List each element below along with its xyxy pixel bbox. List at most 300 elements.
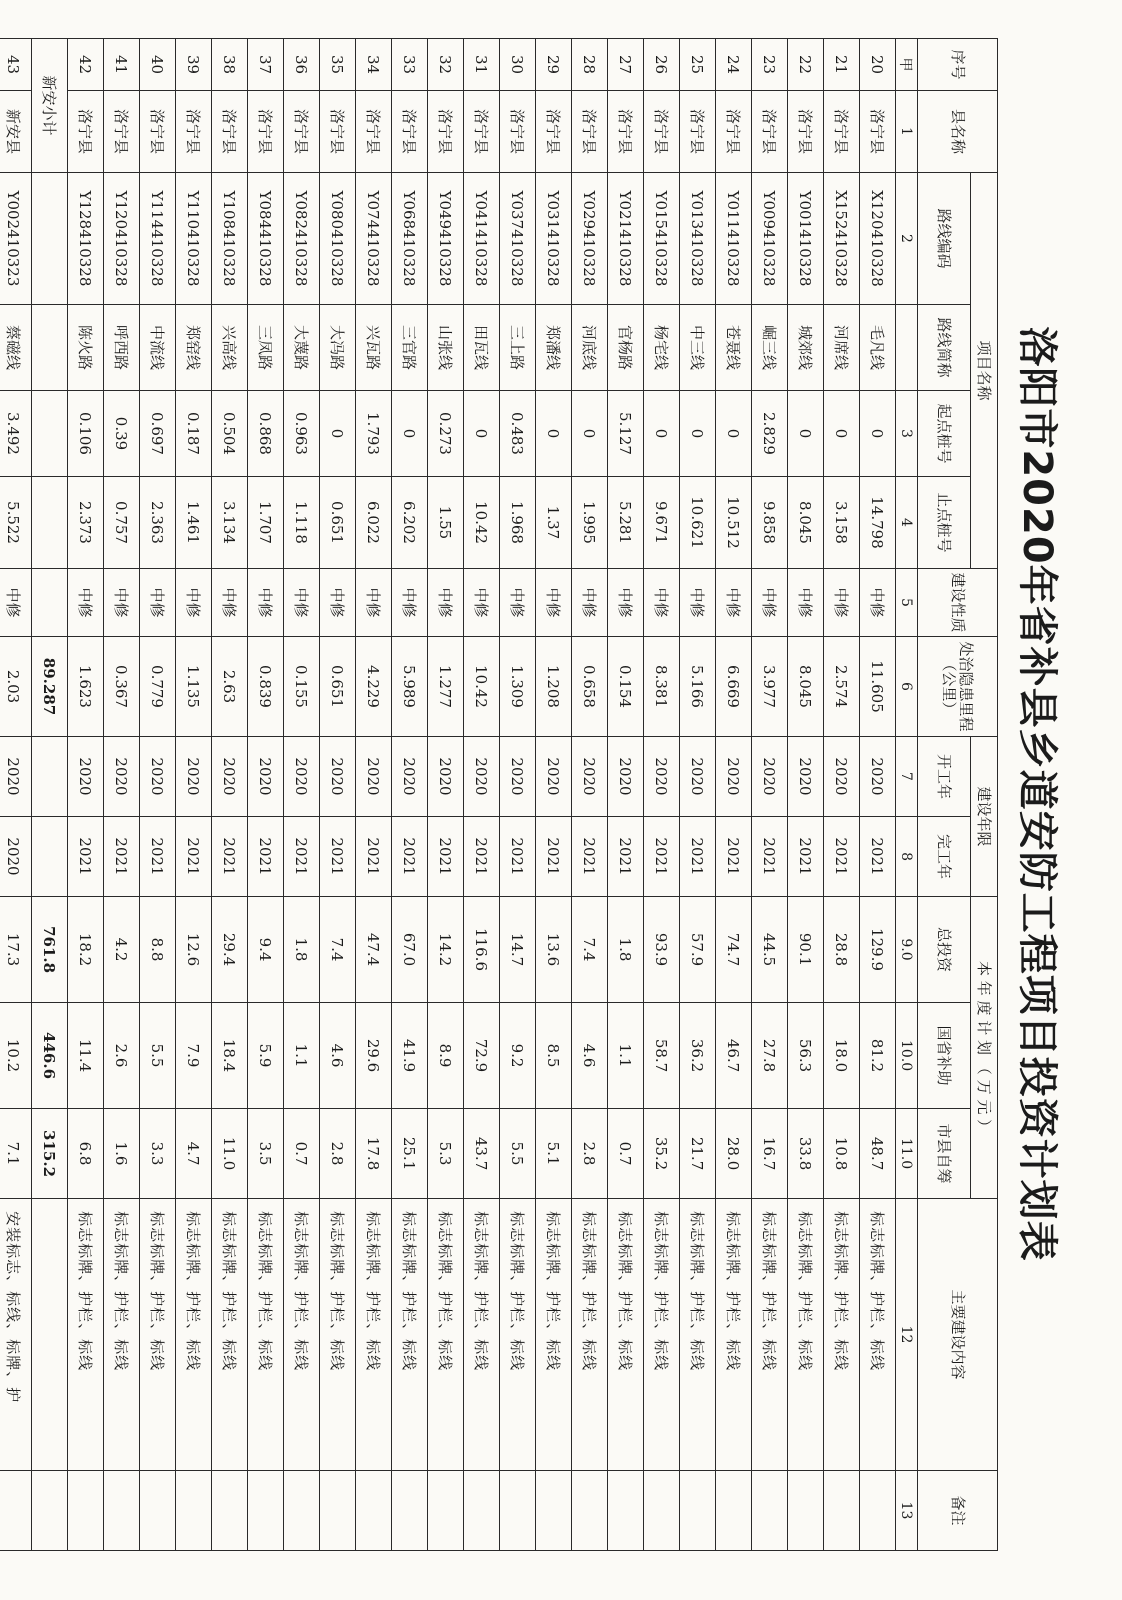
row-seq: 25 [680,39,716,91]
row-road-name: 田瓦线 [464,305,500,391]
table-row [860,39,896,1551]
table-row [392,39,428,1551]
row-total: 44.5 [752,897,788,1003]
row-end-year: 2021 [500,817,536,897]
row-county: 洛宁县 [140,91,176,173]
row-build-type: 中修 [212,569,248,637]
row-build-type: 中修 [788,569,824,637]
row-subsidy: 56.3 [788,1003,824,1109]
row-mileage: 4.229 [356,637,392,737]
row-road-name: 三上路 [500,305,536,391]
header-total: 总投资 [918,897,971,1003]
row-county: 洛宁县 [464,91,500,173]
empty-cell [32,1199,68,1471]
row-start-year: 2020 [212,737,248,817]
row-subsidy: 8.5 [536,1003,572,1109]
header-county: 县名称 [918,91,998,173]
row-self-funded: 25.1 [392,1109,428,1199]
row-self-funded: 4.7 [176,1109,212,1199]
row-self-funded: 21.7 [680,1109,716,1199]
row-start-year: 2020 [572,737,608,817]
row-remark [608,1471,644,1551]
row-end-year: 2021 [464,817,500,897]
row-road-code: Y114410328 [140,173,176,305]
row-build-type: 中修 [356,569,392,637]
row-end-year: 2021 [680,817,716,897]
row-self-funded: 0.7 [608,1109,644,1199]
row-road-code: Y049410328 [428,173,464,305]
row-total: 29.4 [212,897,248,1003]
header-road-code: 路线编码 [918,173,971,305]
row-end-stake: 1.55 [428,477,464,569]
row-remark [644,1471,680,1551]
row-seq: 28 [572,39,608,91]
row-build-type: 中修 [824,569,860,637]
row-build-type: 中修 [716,569,752,637]
row-remark [176,1471,212,1551]
table-row [716,39,752,1551]
row-seq: 24 [716,39,752,91]
row-total: 129.9 [860,897,896,1003]
row-self-funded: 33.8 [788,1109,824,1199]
row-road-code: Y029410328 [572,173,608,305]
row-road-name: 三官路 [392,305,428,391]
row-road-name: 官杨路 [608,305,644,391]
row-road-code: Y013410328 [680,173,716,305]
row-subsidy: 81.2 [860,1003,896,1109]
row-start-year: 2020 [176,737,212,817]
row-end-year: 2021 [824,817,860,897]
row-start-stake: 0.963 [284,391,320,477]
row-subsidy: 18.4 [212,1003,248,1109]
row-county: 洛宁县 [284,91,320,173]
row-content: 安装标志、标线、标牌、护 [0,1199,32,1471]
row-start-year: 2020 [356,737,392,817]
row-seq: 39 [176,39,212,91]
row-end-year: 2021 [104,817,140,897]
row-subsidy: 72.9 [464,1003,500,1109]
row-start-year: 2020 [752,737,788,817]
header-start-stake: 起点桩号 [918,391,971,477]
row-self-funded: 6.8 [68,1109,104,1199]
row-total: 17.3 [0,897,32,1003]
row-end-stake: 2.373 [68,477,104,569]
row-road-code: Y084410328 [248,173,284,305]
row-mileage: 2.63 [212,637,248,737]
investment-plan-table [0,38,998,1551]
row-end-year: 2021 [716,817,752,897]
row-seq: 37 [248,39,284,91]
empty-cell [32,817,68,897]
row-remark [356,1471,392,1551]
row-end-year: 2021 [212,817,248,897]
row-start-year: 2020 [788,737,824,817]
row-mileage: 3.977 [752,637,788,737]
row-mileage: 0.839 [248,637,284,737]
empty-cell [32,391,68,477]
row-end-year: 2021 [68,817,104,897]
table-row [536,39,572,1551]
row-mileage: 1.623 [68,637,104,737]
row-seq: 34 [356,39,392,91]
row-content: 标志标牌、护栏、标线 [860,1199,896,1471]
row-remark [248,1471,284,1551]
row-mileage: 8.045 [788,637,824,737]
row-seq: 26 [644,39,680,91]
header-mileage: 处治隐患里程（公里） [918,637,998,737]
row-build-type: 中修 [68,569,104,637]
index-cell [896,305,918,391]
row-self-funded: 2.8 [572,1109,608,1199]
row-start-year: 2020 [248,737,284,817]
row-start-stake: 0.106 [68,391,104,477]
table-row [284,39,320,1551]
subtotal-mileage: 89.287 [32,637,68,737]
row-end-year: 2021 [176,817,212,897]
row-end-year: 2021 [284,817,320,897]
header-end-year: 完工年 [918,817,971,897]
subtotal-row [32,39,68,1551]
row-seq: 38 [212,39,248,91]
empty-cell [32,173,68,305]
row-remark [572,1471,608,1551]
row-content: 标志标牌、护栏、标线 [140,1199,176,1471]
row-start-stake: 0.504 [212,391,248,477]
subtotal-total: 761.8 [32,897,68,1003]
row-subsidy: 4.6 [320,1003,356,1109]
header-period: 建设年限 [971,737,998,897]
row-content: 标志标牌、护栏、标线 [356,1199,392,1471]
row-seq: 43 [0,39,32,91]
row-end-year: 2021 [752,817,788,897]
row-self-funded: 2.8 [320,1109,356,1199]
row-self-funded: 5.1 [536,1109,572,1199]
header-end-stake: 止点桩号 [918,477,971,569]
row-mileage: 0.658 [572,637,608,737]
table-row [212,39,248,1551]
row-county: 洛宁县 [536,91,572,173]
row-self-funded: 48.7 [860,1109,896,1199]
row-content: 标志标牌、护栏、标线 [176,1199,212,1471]
row-build-type: 中修 [176,569,212,637]
row-end-stake: 10.42 [464,477,500,569]
row-end-year: 2021 [608,817,644,897]
index-cell: 11.0 [896,1109,918,1199]
row-content: 标志标牌、护栏、标线 [788,1199,824,1471]
row-self-funded: 11.0 [212,1109,248,1199]
header-self-funded: 市县自筹 [918,1109,971,1199]
row-content: 标志标牌、护栏、标线 [716,1199,752,1471]
row-self-funded: 17.8 [356,1109,392,1199]
empty-cell [32,477,68,569]
index-cell: 7 [896,737,918,817]
empty-cell [32,737,68,817]
row-content: 标志标牌、护栏、标线 [392,1199,428,1471]
row-start-stake: 0 [860,391,896,477]
row-remark [860,1471,896,1551]
row-start-stake: 0 [716,391,752,477]
row-mileage: 0.367 [104,637,140,737]
row-content: 标志标牌、护栏、标线 [572,1199,608,1471]
row-end-year: 2021 [320,817,356,897]
row-end-stake: 3.158 [824,477,860,569]
row-self-funded: 28.0 [716,1109,752,1199]
row-self-funded: 0.7 [284,1109,320,1199]
index-cell: 9.0 [896,897,918,1003]
subtotal-subsidy: 446.6 [32,1003,68,1109]
row-total: 116.6 [464,897,500,1003]
row-start-year: 2020 [464,737,500,817]
row-start-stake: 0 [464,391,500,477]
row-end-year: 2021 [536,817,572,897]
row-mileage: 5.989 [392,637,428,737]
table-row [104,39,140,1551]
row-road-code: Y001410328 [788,173,824,305]
row-road-code: X152410328 [824,173,860,305]
row-start-year: 2020 [428,737,464,817]
index-cell: 1 [896,91,918,173]
row-content: 标志标牌、护栏、标线 [752,1199,788,1471]
row-build-type: 中修 [284,569,320,637]
row-subsidy: 5.5 [140,1003,176,1109]
row-end-year: 2021 [248,817,284,897]
row-self-funded: 10.8 [824,1109,860,1199]
row-county: 洛宁县 [860,91,896,173]
row-start-year: 2020 [284,737,320,817]
row-road-name: 毛凡线 [860,305,896,391]
row-road-name: 城郊线 [788,305,824,391]
row-seq: 31 [464,39,500,91]
row-end-stake: 1.707 [248,477,284,569]
row-start-stake: 0.39 [104,391,140,477]
row-end-year: 2021 [860,817,896,897]
row-content: 标志标牌、护栏、标线 [284,1199,320,1471]
row-remark [320,1471,356,1551]
row-build-type: 中修 [536,569,572,637]
row-county: 洛宁县 [752,91,788,173]
row-county: 洛宁县 [176,91,212,173]
row-content: 标志标牌、护栏、标线 [680,1199,716,1471]
row-total: 8.8 [140,897,176,1003]
row-remark [500,1471,536,1551]
row-subsidy: 11.4 [68,1003,104,1109]
row-build-type: 中修 [0,569,32,637]
row-start-year: 2020 [536,737,572,817]
row-end-stake: 0.651 [320,477,356,569]
row-build-type: 中修 [248,569,284,637]
row-start-year: 2020 [824,737,860,817]
row-subsidy: 10.2 [0,1003,32,1109]
index-cell: 12 [896,1199,918,1471]
row-total: 67.0 [392,897,428,1003]
row-build-type: 中修 [572,569,608,637]
row-county: 洛宁县 [428,91,464,173]
index-cell: 4 [896,477,918,569]
row-road-code: Y002410323 [0,173,32,305]
row-county: 洛宁县 [356,91,392,173]
row-start-year: 2020 [680,737,716,817]
row-start-stake: 0 [572,391,608,477]
row-content: 标志标牌、护栏、标线 [104,1199,140,1471]
row-mileage: 2.574 [824,637,860,737]
row-start-stake: 0.273 [428,391,464,477]
table-row [176,39,212,1551]
row-end-stake: 9.858 [752,477,788,569]
row-start-stake: 0.697 [140,391,176,477]
row-road-code: Y011410328 [716,173,752,305]
row-road-code: Y015410328 [644,173,680,305]
row-total: 18.2 [68,897,104,1003]
index-cell: 13 [896,1471,918,1551]
row-remark [752,1471,788,1551]
row-county: 洛宁县 [320,91,356,173]
row-self-funded: 3.5 [248,1109,284,1199]
row-build-type: 中修 [680,569,716,637]
row-end-stake: 3.134 [212,477,248,569]
row-content: 标志标牌、护栏、标线 [464,1199,500,1471]
row-mileage: 2.03 [0,637,32,737]
row-seq: 33 [392,39,428,91]
row-build-type: 中修 [860,569,896,637]
row-self-funded: 3.3 [140,1109,176,1199]
row-build-type: 中修 [644,569,680,637]
row-road-code: Y021410328 [608,173,644,305]
row-remark [68,1471,104,1551]
row-road-code: Y080410328 [320,173,356,305]
row-content: 标志标牌、护栏、标线 [608,1199,644,1471]
row-total: 1.8 [608,897,644,1003]
row-seq: 41 [104,39,140,91]
row-end-year: 2021 [788,817,824,897]
row-county: 洛宁县 [212,91,248,173]
row-road-name: 三凤路 [248,305,284,391]
row-mileage: 11.605 [860,637,896,737]
table-row [752,39,788,1551]
row-end-year: 2021 [644,817,680,897]
row-remark [104,1471,140,1551]
row-remark [140,1471,176,1551]
empty-cell [32,1471,68,1551]
row-start-stake: 0 [788,391,824,477]
row-seq: 29 [536,39,572,91]
row-remark [824,1471,860,1551]
header-build-type: 建设性质 [918,569,998,637]
row-self-funded: 1.6 [104,1109,140,1199]
table-row [788,39,824,1551]
row-content: 标志标牌、护栏、标线 [536,1199,572,1471]
table-row [0,39,32,1551]
row-start-stake: 0 [824,391,860,477]
row-mileage: 1.208 [536,637,572,737]
row-road-name: 大冯路 [320,305,356,391]
row-end-year: 2021 [140,817,176,897]
row-build-type: 中修 [752,569,788,637]
row-mileage: 10.42 [464,637,500,737]
row-seq: 40 [140,39,176,91]
row-build-type: 中修 [140,569,176,637]
row-seq: 32 [428,39,464,91]
row-content: 标志标牌、护栏、标线 [428,1199,464,1471]
row-seq: 20 [860,39,896,91]
table-row [572,39,608,1551]
row-subsidy: 27.8 [752,1003,788,1109]
row-remark [536,1471,572,1551]
row-remark [284,1471,320,1551]
row-self-funded: 5.3 [428,1109,464,1199]
row-start-stake: 0.187 [176,391,212,477]
table-row [464,39,500,1551]
row-county: 洛宁县 [644,91,680,173]
row-end-year: 2021 [572,817,608,897]
row-mileage: 0.154 [608,637,644,737]
header-road-short: 路线简称 [918,305,971,391]
table-row [824,39,860,1551]
header-project-name: 项目名称 [971,173,998,569]
row-road-name: 杨宅线 [644,305,680,391]
row-total: 90.1 [788,897,824,1003]
row-road-name: 河席线 [824,305,860,391]
row-subsidy: 36.2 [680,1003,716,1109]
row-start-year: 2020 [392,737,428,817]
row-subsidy: 1.1 [608,1003,644,1109]
table-row [320,39,356,1551]
row-subsidy: 8.9 [428,1003,464,1109]
row-remark [392,1471,428,1551]
row-self-funded: 43.7 [464,1109,500,1199]
row-county: 洛宁县 [680,91,716,173]
row-content: 标志标牌、护栏、标线 [824,1199,860,1471]
row-seq: 30 [500,39,536,91]
row-road-name: 呼西路 [104,305,140,391]
subtotal-label: 新安小计 [32,39,68,173]
subtotal-self-funded: 315.2 [32,1109,68,1199]
row-mileage: 6.669 [716,637,752,737]
column-index-row [896,39,918,1551]
row-seq: 42 [68,39,104,91]
row-road-code: Y082410328 [284,173,320,305]
row-end-stake: 9.671 [644,477,680,569]
row-mileage: 0.651 [320,637,356,737]
row-build-type: 中修 [464,569,500,637]
index-cell: 8 [896,817,918,897]
header-subsidy: 国省补助 [918,1003,971,1109]
row-end-stake: 1.118 [284,477,320,569]
row-county: 洛宁县 [824,91,860,173]
row-road-code: Y037410328 [500,173,536,305]
header-plan: 本 年 度 计 划 （ 万 元 ） [971,897,998,1199]
index-cell: 2 [896,173,918,305]
row-mileage: 0.779 [140,637,176,737]
row-end-year: 2021 [392,817,428,897]
row-end-stake: 2.363 [140,477,176,569]
row-road-name: 苍聂线 [716,305,752,391]
row-content: 标志标牌、护栏、标线 [500,1199,536,1471]
row-total: 14.7 [500,897,536,1003]
row-end-year: 2021 [428,817,464,897]
row-start-year: 2020 [104,737,140,817]
table-row [680,39,716,1551]
row-county: 洛宁县 [572,91,608,173]
row-remark [716,1471,752,1551]
row-start-stake: 5.127 [608,391,644,477]
index-cell: 5 [896,569,918,637]
row-remark [428,1471,464,1551]
index-cell: 6 [896,637,918,737]
row-content: 标志标牌、护栏、标线 [212,1199,248,1471]
row-total: 57.9 [680,897,716,1003]
row-road-code: Y068410328 [392,173,428,305]
row-start-year: 2020 [500,737,536,817]
